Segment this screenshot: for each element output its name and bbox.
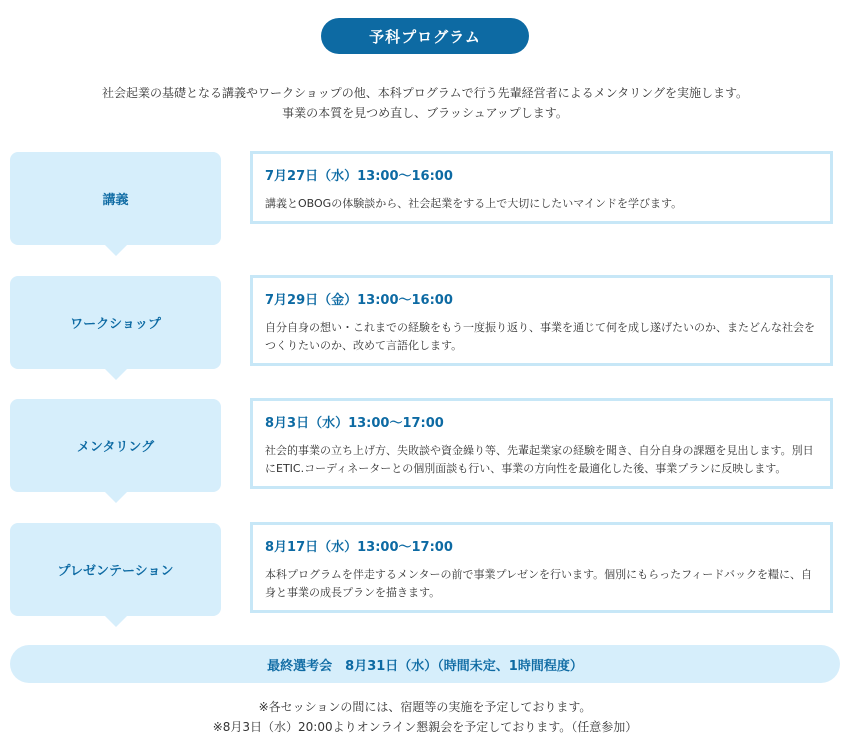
footnotes — [0, 697, 850, 737]
step-box-workshop — [250, 275, 833, 366]
step-description: 社会的事業の立ち上げ方、失敗談や資金繰り等、先輩起業家の経験を聞き、自分自身の課題を見出します。別日にETIC.コーディネーターとの個別面談も行い、事業の方向性を最適化した後、事業プランに反映します。 — [265, 444, 814, 475]
intro-line-2: 事業の本質を見つめ直し、ブラッシュアップします。 — [282, 106, 568, 120]
final-selection-banner: 最終選考会 8月31日（水）（時間未定、1時間程度） — [10, 645, 840, 683]
step-description: 本科プログラムを伴走するメンターの前で事業プレゼンを行います。個別にもらったフィードバックを糧に、自身と事業の成長プランを描きます。 — [265, 568, 813, 599]
step-date: 8月3日（水）13:00〜17:00 — [265, 416, 444, 431]
step-label-mentoring: メンタリング — [10, 399, 221, 492]
footnote-1: ※各セッションの間には、宿題等の実施を予定しております。 — [258, 700, 592, 714]
intro-text — [0, 83, 850, 123]
step-label-workshop: ワークショップ — [10, 276, 221, 369]
step-description: 講義とOBOGの体験談から、社会起業をする上で大切にしたいマインドを学びます。 — [265, 197, 683, 210]
step-date: 8月17日（水）13:00〜17:00 — [265, 540, 453, 555]
step-description: 自分自身の想い・これまでの経験をもう一度振り返り、事業を通じて何を成し遂げたいのか、またどんな社会をつくりたいのか、改めて言語化します。 — [265, 321, 815, 352]
step-label-lecture: 講義 — [10, 152, 221, 245]
page-title: 予科プログラム — [321, 18, 529, 54]
step-box-mentoring — [250, 398, 833, 489]
step-box-presentation — [250, 522, 833, 613]
step-box-lecture — [250, 151, 833, 224]
footnote-2: ※8月3日（水）20:00よりオンライン懇親会を予定しております。（任意参加） — [212, 720, 638, 734]
step-date: 7月29日（金）13:00〜16:00 — [265, 293, 453, 308]
step-label-presentation: プレゼンテーション — [10, 523, 221, 616]
step-date: 7月27日（水）13:00〜16:00 — [265, 169, 453, 184]
intro-line-1: 社会起業の基礎となる講義やワークショップの他、本科プログラムで行う先輩経営者によるメンタリングを実施します。 — [102, 86, 748, 100]
